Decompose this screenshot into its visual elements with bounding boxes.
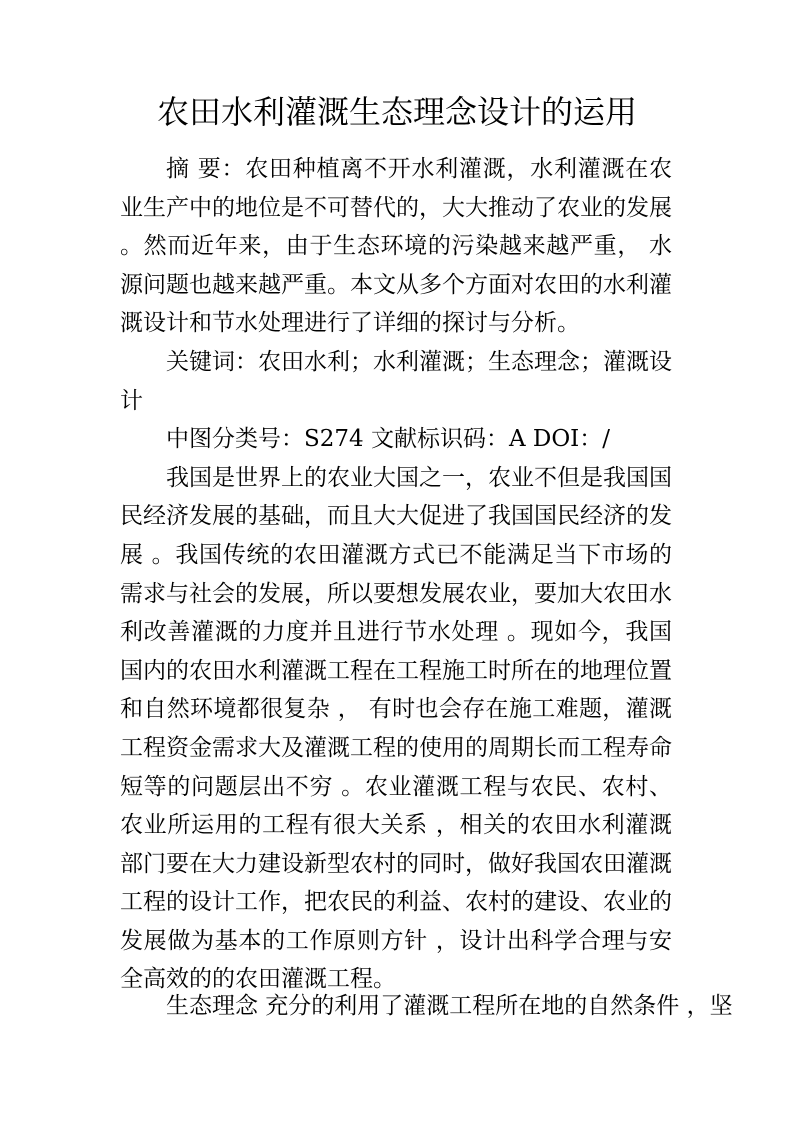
keywords-line: 关键词：农田水利；水利灌溉；生态理念；灌溉设计 [120, 348, 672, 414]
abstract-paragraph: 摘 要：农田种植离不开水利灌溉，水利灌溉在农业生产中的地位是不可替代的，大大推动了农业的发展 。然而近年来，由于生态环境的污染越来越严重， 水源问题也越来越严重。本文从多个方面对农田的水利灌溉设计和节水处理进行了详细的探讨与分析。 [120, 156, 672, 337]
document-title: 农田水利灌溉生态理念设计的运用 [156, 93, 637, 131]
body-paragraph-2-start: 生态理念 充分的利用了灌溉工程所在地的自然条件 ，坚 [166, 993, 733, 1019]
classification-line: 中图分类号：S274 文献标识码：A DOI：/ [166, 426, 611, 453]
body-paragraph-1: 我国是世界上的农业大国之一，农业不但是我国国民经济发展的基础，而且大大促进了我国国民经济的发展 。我国传统的农田灌溉方式已不能满足当下市场的需求与社会的发展，所以要想发展农业，要加大农田水利改善灌溉的力度并且进行节水处理 。现如今，我国国内的农田水利灌溉工程在工程施工时所在的地理位置和自然环境都很复杂 ， 有时也会存在施工难题，灌溉工程资金需求大及灌溉工程的使用的周期长而工程寿命短等的问题层出不穷 。农业灌溉工程与农民、农村、农业所运用的工程有很大关系 ，相关的农田水利灌溉部门要在大力建设新型农村的同时，做好我国农田灌溉工程的设计工作，把农民的利益、农村的建设、农业的发展做为基本的工作原则方针 ，设计出科学合理与安全高效的的农田灌溉工程。 [120, 464, 672, 993]
document-body [120, 150, 672, 999]
